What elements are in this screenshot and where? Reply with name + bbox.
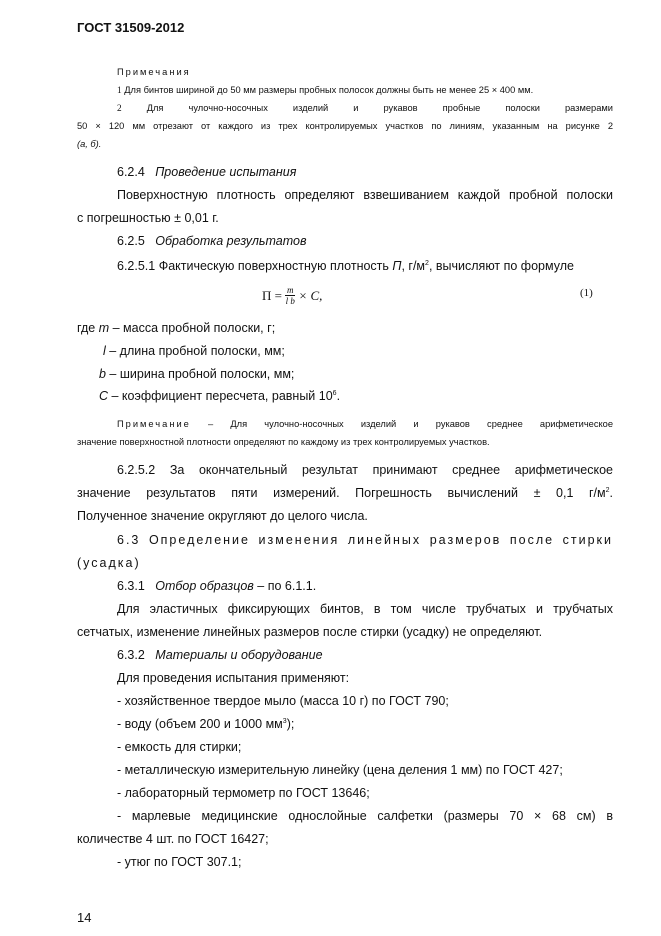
text: 6.2.5.1 Фактическую поверхностную плотность: [117, 259, 393, 273]
section-6-3-2-heading: [77, 645, 613, 665]
section-title: Материалы и оборудование: [155, 648, 323, 662]
note-2-line-2: значение поверхностной плотности определяют по каждому из трех контролируемых участков.: [77, 437, 490, 447]
note-item-2-line-3: (а, б).: [77, 139, 102, 149]
text: );: [286, 717, 295, 731]
note-item-1-text: Для бинтов шириной до 50 мм размеры пробных полосок должны быть не менее 25 × 400 мм.: [121, 85, 534, 95]
text: где: [77, 321, 99, 335]
paragraph-6-3-1-line-2: сетчатых, изменение линейных размеров после стирки (усадку) не определяют.: [77, 625, 543, 639]
section-6-2-5-heading: [77, 231, 613, 251]
superscript: 2: [425, 259, 429, 267]
section-title: Обработка результатов: [155, 234, 307, 248]
section-6-2-4-heading: [77, 162, 613, 182]
section-number: 6.2.4: [117, 165, 145, 179]
list-item: - емкость для стирки;: [117, 740, 242, 754]
note-item-1-number: 1: [117, 86, 122, 96]
section-title: Отбор образцов: [155, 579, 254, 593]
note-item-2-line-1: [77, 99, 613, 118]
where-line-2: [77, 341, 639, 361]
section-number: 6.2.5: [117, 234, 145, 248]
list-item: [77, 714, 613, 734]
note-heading: Примечания: [117, 67, 191, 77]
note-heading: Примечание: [117, 419, 191, 429]
text: .: [336, 389, 341, 403]
superscript: 3: [282, 717, 287, 725]
list-item: - утюг по ГОСТ 307.1;: [117, 855, 242, 869]
formula-rhs: × C,: [298, 287, 323, 303]
formula-lhs: П =: [262, 287, 282, 303]
section-6-3-heading-line-2: (усадка): [77, 556, 141, 570]
text: – коэффициент пересчета, равный 10: [108, 389, 333, 403]
where-line-1: [77, 318, 613, 338]
list-item: - металлическую измерительную линейку (цена деления 1 мм) по ГОСТ 427;: [117, 763, 563, 777]
note-item-1: [77, 81, 613, 100]
list-item: - лабораторный термометр по ГОСТ 13646;: [117, 786, 370, 800]
section-number: 6.3.2: [117, 648, 145, 662]
text: – длина пробной полоски, мм;: [105, 344, 285, 358]
list-item-continuation: количестве 4 шт. по ГОСТ 16427;: [77, 832, 269, 846]
paragraph-6-3-1-line-1: Для эластичных фиксирующих бинтов, в том числе трубчатых и трубчатых: [117, 602, 613, 616]
paragraph-6-2-5-2-line-1: 6.2.5.2 За окончательный результат принимают среднее арифметическое: [117, 463, 613, 477]
where-line-3: [77, 364, 635, 384]
note-item-2-line-2: 50 × 120 мм отрезают от каждого из трех контролируемых участков по линиям, указанным на рисунке 2: [77, 121, 613, 131]
symbol: C: [99, 389, 109, 403]
note-item-2-number: 2: [117, 104, 122, 114]
paragraph-6-2-4-line-2: с погрешностью ± 0,01 г.: [77, 211, 219, 225]
paragraph-6-2-5-2-line-3: Полученное значение округляют до целого числа.: [77, 509, 368, 523]
text: – ширина пробной полоски, мм;: [105, 367, 295, 381]
document-header: ГОСТ 31509-2012: [77, 20, 185, 35]
text: , вычисляют по формуле: [428, 259, 574, 273]
symbol: l: [103, 344, 106, 358]
text: – по 6.1.1.: [253, 579, 317, 593]
list-item: - марлевые медицинские однослойные салфетки (размеры 70 × 68 см) в: [117, 809, 613, 823]
symbol: П: [392, 259, 402, 273]
formula-numerator: m: [286, 285, 294, 295]
symbol: b: [99, 367, 106, 381]
page-number: 14: [77, 910, 92, 925]
paragraph-6-2-5-2-line-2: [77, 483, 613, 503]
text: , г/м: [401, 259, 426, 273]
formula: [262, 285, 322, 306]
list-item: - хозяйственное твердое мыло (масса 10 г) по ГОСТ 790;: [117, 694, 449, 708]
where-line-4: [77, 386, 635, 406]
section-6-3-1-heading: [77, 576, 613, 596]
formula-number: (1): [580, 287, 593, 299]
text: значение результатов пяти измерений. Погрешность вычислений ± 0,1 г/м: [77, 486, 606, 500]
paragraph-6-2-5-1: [77, 256, 613, 276]
formula-denominator: l b: [285, 296, 295, 306]
superscript: 6: [332, 389, 337, 397]
superscript: 2: [605, 486, 610, 494]
paragraph-6-2-4-line-1: Поверхностную плотность определяют взвешиванием каждой пробной полоски: [117, 188, 613, 202]
text: – Для чулочно-носочных изделий и рукавов среднее арифметическое: [190, 419, 613, 429]
formula-fraction: [285, 285, 296, 306]
section-number: 6.3.1: [117, 579, 145, 593]
note-2-line-1: [77, 415, 613, 433]
text: - воду (объем 200 и 1000 мм: [117, 717, 283, 731]
section-title: Проведение испытания: [155, 165, 297, 179]
note-item-2-text: Для чулочно-носочных изделий и рукавов пробные полоски размерами: [121, 103, 613, 113]
symbol: m: [98, 321, 110, 335]
list-intro: Для проведения испытания применяют:: [117, 671, 350, 685]
text: – масса пробной полоски, г;: [109, 321, 276, 335]
section-6-3-heading-line-1: 6.3 Определение изменения линейных размеров после стирки: [117, 533, 613, 547]
text: .: [609, 486, 613, 500]
